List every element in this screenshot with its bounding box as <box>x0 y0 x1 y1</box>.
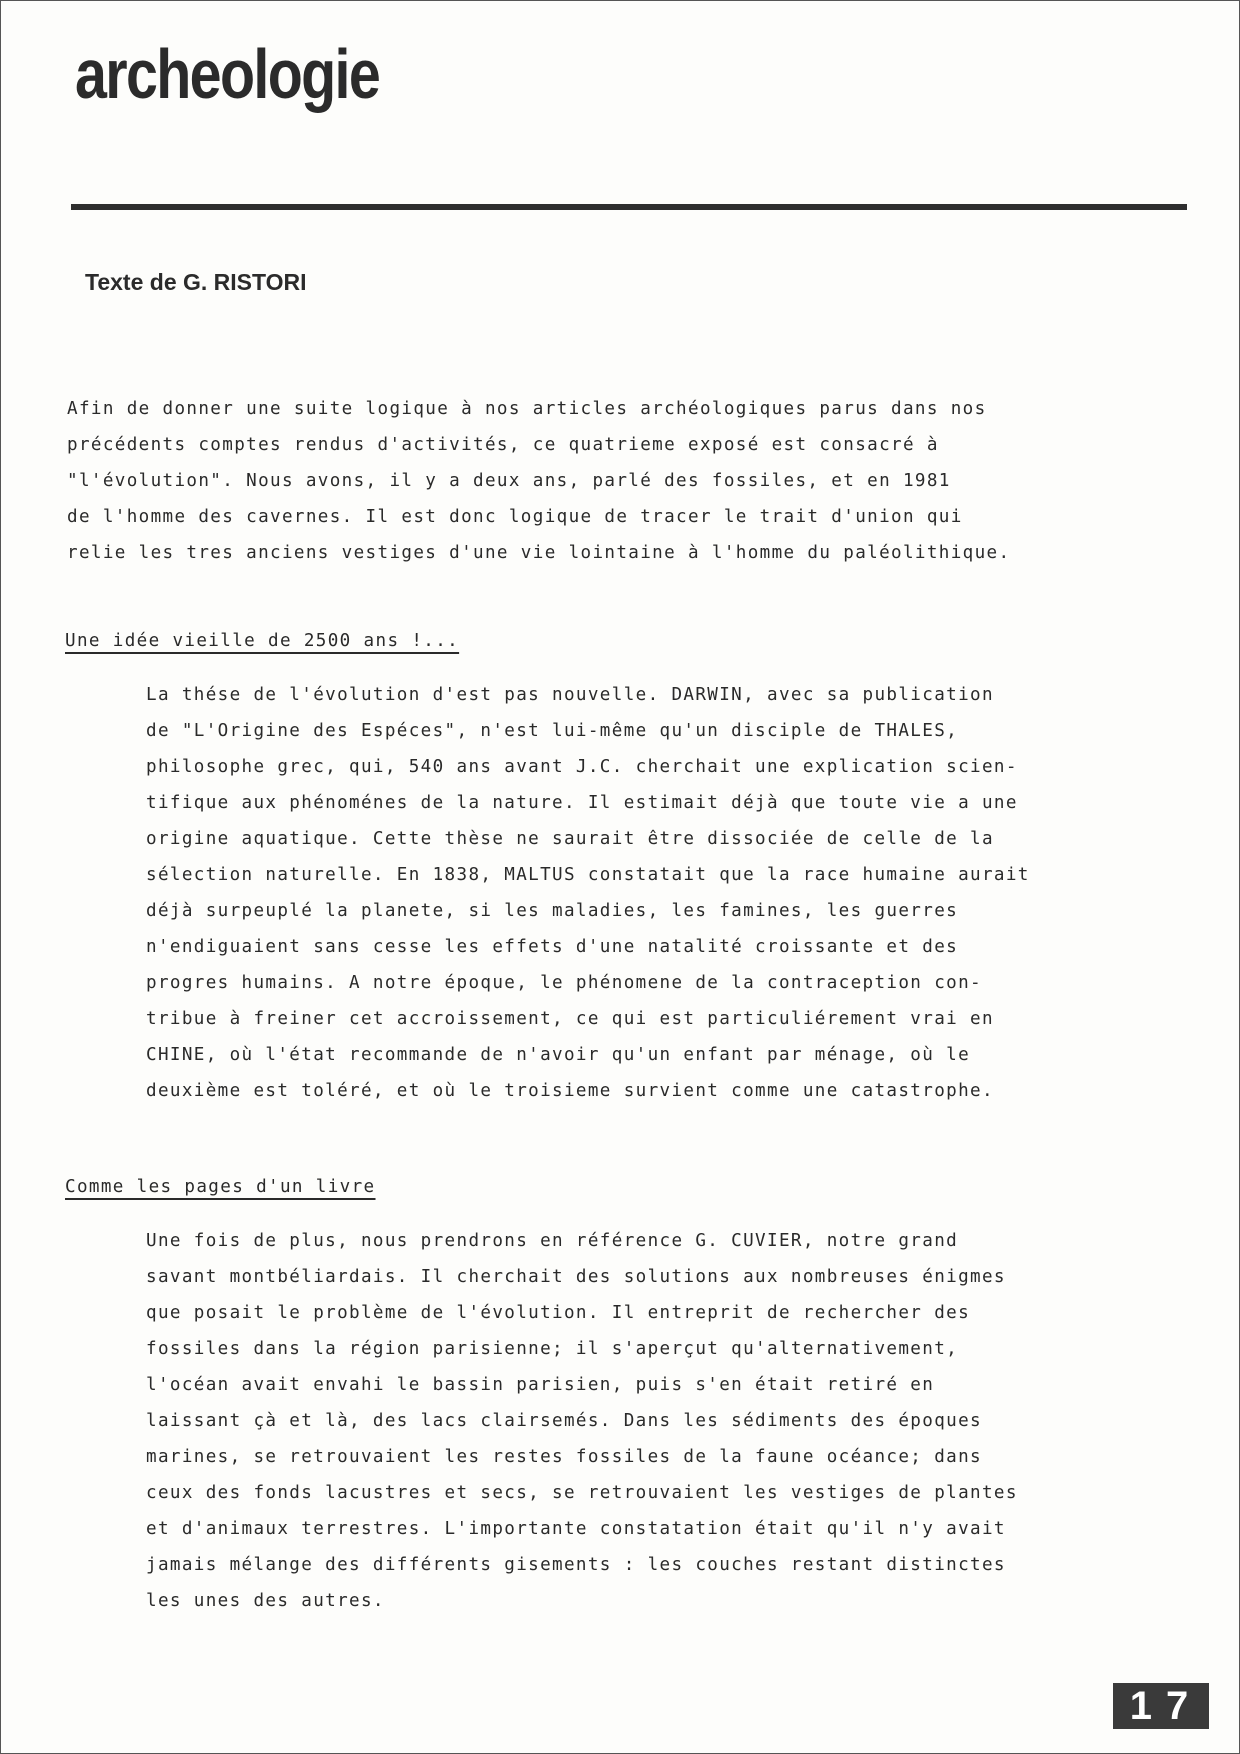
paragraph-line: jamais mélange des différents gisements : les couches restant distinctes <box>146 1555 1006 1575</box>
paragraph-line: et d'animaux terrestres. L'importante constatation était qu'il n'y avait <box>146 1519 1006 1539</box>
paragraph-line: laissant çà et là, des lacs clairsemés. Dans les sédiments des époques <box>146 1411 982 1431</box>
section-title: archeologie <box>75 35 380 113</box>
paragraph-line: La thése de l'évolution d'est pas nouvelle. DARWIN, avec sa publication <box>146 685 994 705</box>
paragraph-line: sélection naturelle. En 1838, MALTUS constatait que la race humaine aurait <box>146 865 1030 885</box>
intro-line: précédents comptes rendus d'activités, ce quatrieme exposé est consacré à <box>67 435 939 455</box>
intro-line: de l'homme des cavernes. Il est donc logique de tracer le trait d'union qui <box>67 507 963 527</box>
section-heading: Comme les pages d'un livre <box>65 1177 376 1197</box>
paragraph-line: marines, se retrouvaient les restes fossiles de la faune océance; dans <box>146 1447 982 1467</box>
section-heading: Une idée vieille de 2500 ans !... <box>65 631 460 651</box>
section-paragraph <box>146 1223 1166 1619</box>
intro-line: relie les tres anciens vestiges d'une vie lointaine à l'homme du paléolithique. <box>67 543 1011 563</box>
paragraph-line: fossiles dans la région parisienne; il s'aperçut qu'alternativement, <box>146 1339 959 1359</box>
paragraph-line: progres humains. A notre époque, le phénomene de la contraception con- <box>146 973 982 993</box>
paragraph-line: les unes des autres. <box>146 1591 385 1611</box>
paragraph-line: tifique aux phénoménes de la nature. Il estimait déjà que toute vie a une <box>146 793 1018 813</box>
paragraph-line: Une fois de plus, nous prendrons en référence G. CUVIER, notre grand <box>146 1231 959 1251</box>
paragraph-line: origine aquatique. Cette thèse ne saurait être dissociée de celle de la <box>146 829 994 849</box>
paragraph-line: tribue à freiner cet accroissement, ce qui est particuliérement vrai en <box>146 1009 994 1029</box>
intro-paragraph <box>67 391 1167 571</box>
paragraph-line: l'océan avait envahi le bassin parisien, puis s'en était retiré en <box>146 1375 935 1395</box>
paragraph-line: savant montbéliardais. Il cherchait des solutions aux nombreuses énigmes <box>146 1267 1006 1287</box>
byline: Texte de G. RISTORI <box>85 269 307 295</box>
paragraph-line: n'endiguaient sans cesse les effets d'une natalité croissante et des <box>146 937 959 957</box>
paragraph-line: de "L'Origine des Espéces", n'est lui-même qu'un disciple de THALES, <box>146 721 959 741</box>
paragraph-line: déjà surpeuplé la planete, si les maladies, les famines, les guerres <box>146 901 959 921</box>
paragraph-line: CHINE, où l'état recommande de n'avoir qu'un enfant par ménage, où le <box>146 1045 971 1065</box>
paragraph-line: ceux des fonds lacustres et secs, se retrouvaient les vestiges de plantes <box>146 1483 1018 1503</box>
paragraph-line: que posait le problème de l'évolution. Il entreprit de rechercher des <box>146 1303 971 1323</box>
section-paragraph <box>146 677 1166 1109</box>
paragraph-line: philosophe grec, qui, 540 ans avant J.C. cherchait une explication scien- <box>146 757 1018 777</box>
intro-line: Afin de donner une suite logique à nos articles archéologiques parus dans nos <box>67 399 987 419</box>
page-number: 17 <box>1113 1683 1209 1729</box>
paragraph-line: deuxième est toléré, et où le troisieme survient comme une catastrophe. <box>146 1081 994 1101</box>
header-rule <box>71 204 1187 210</box>
intro-line: "l'évolution". Nous avons, il y a deux ans, parlé des fossiles, et en 1981 <box>67 471 951 491</box>
